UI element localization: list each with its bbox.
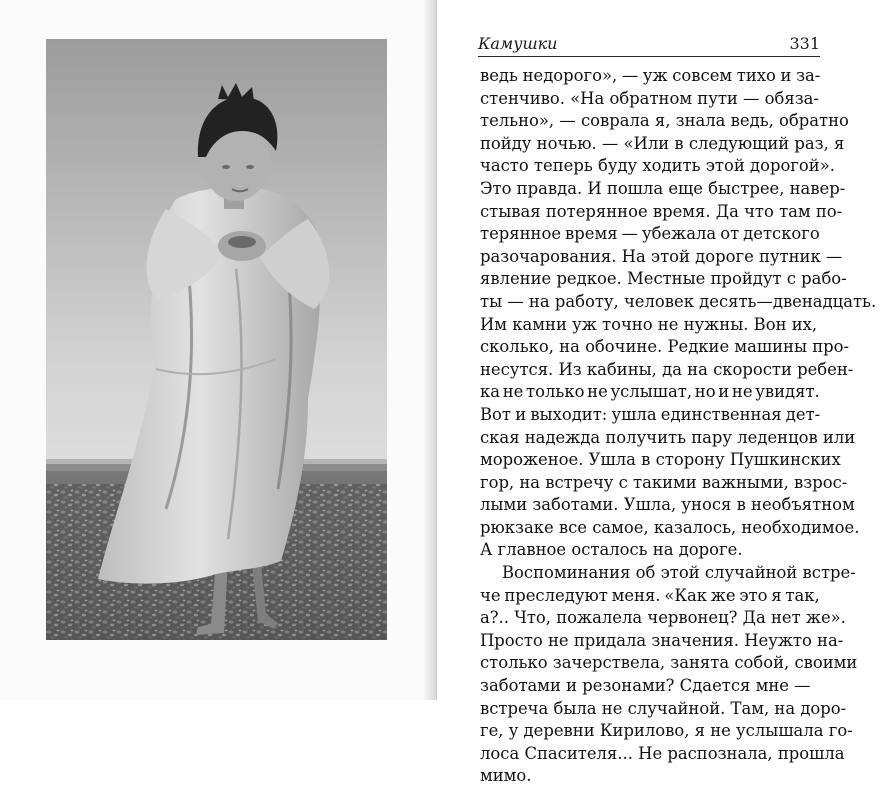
body-text <box>480 65 877 788</box>
text-line: стывая потерянное время. Да что там по- <box>480 201 843 221</box>
text-line: Просто не придала значения. Неужто на- <box>480 630 844 650</box>
text-line: гор, на встречу с такими важными, взрос- <box>480 472 848 492</box>
paragraph-start-line: Воспоминания об этой случайной встре- <box>502 563 856 583</box>
text-line: а?.. Что, пожалела червонец? Да нет же». <box>480 608 846 628</box>
text-line: че преследуют меня. «Как же это я так, <box>480 585 820 605</box>
text-line: ты — на работу, человек десять—двенадцать. <box>480 291 877 311</box>
text-line: стенчиво. «На обратном пути — обяза- <box>480 88 819 108</box>
text-line: мимо. <box>480 766 532 786</box>
text-line: мороженое. Ушла в сторону Пушкинских <box>480 450 841 470</box>
text-line: несутся. Из кабины, да на скорости ребен- <box>480 359 854 379</box>
text-line: встреча была не случайной. Там, на доро- <box>480 698 847 718</box>
text-line: столько зачерствела, занята собой, своими <box>480 653 858 673</box>
left-page <box>0 0 437 700</box>
text-line: явление редкое. Местные пройдут с рабо- <box>480 269 847 289</box>
page-header <box>478 34 820 56</box>
text-line: сколько, на обочине. Редкие машины про- <box>480 337 850 357</box>
text-line: Вот и выходит: ушла единственная дет- <box>480 404 821 424</box>
text-line: Это правда. И пошла еще быстрее, навер- <box>480 178 846 198</box>
header-rule <box>478 56 820 57</box>
text-line: ская надежда получить пару леденцов или <box>480 427 856 447</box>
text-line: лыми заботами. Ушла, унося в необъятном <box>480 495 855 515</box>
text-line: ведь недорого», — уж совсем тихо и за- <box>480 66 821 85</box>
text-line: ка не только не услышат, но и не увидят. <box>480 382 820 402</box>
text-line: заботами и резонами? Сдается мне — <box>480 676 811 696</box>
text-line: терянное время — убежала от детского <box>480 224 820 244</box>
text-line: пойду ночью. — «Или в следующий раз, я <box>480 133 845 153</box>
text-line: часто теперь буду ходить этой дорогой». <box>480 156 835 176</box>
text-line: тельно», — соврала я, знала ведь, обратно <box>480 111 849 131</box>
text-line: рюкзаке все самое, казалось, необходимое. <box>480 517 860 537</box>
child-photo <box>46 39 387 640</box>
text-line: разочарования. На этой дороге путник — <box>480 246 843 266</box>
text-line: лоса Спасителя... Не распознала, прошла <box>480 743 845 763</box>
text-line: А главное осталось на дороге. <box>480 540 743 560</box>
page-number: 331 <box>789 34 820 53</box>
text-line: ге, у деревни Кирилово, я не услышала го- <box>480 721 853 741</box>
running-title: Камушки <box>478 34 558 53</box>
text-line: Им камни уж точно не нужны. Вон их, <box>480 314 818 334</box>
